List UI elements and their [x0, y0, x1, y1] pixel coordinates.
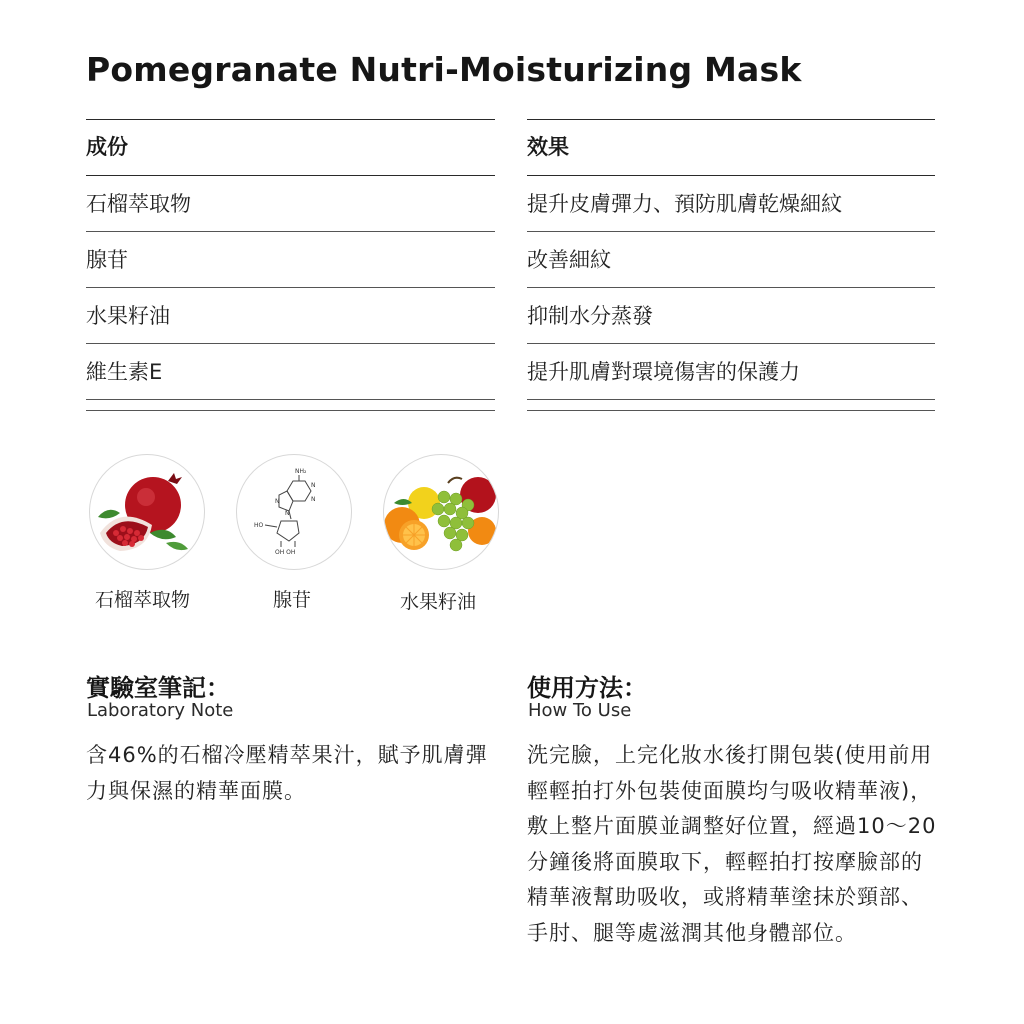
ingredient-row: 腺苷	[86, 232, 495, 288]
lab-note-text: 含46%的石榴冷壓精萃果汁，賦予肌膚彈力與保濕的精華面膜。	[86, 743, 488, 803]
nh2-label: NH₂	[295, 468, 307, 475]
lab-note-title: 實驗室筆記：	[86, 674, 230, 702]
adenosine-structure-icon	[236, 454, 352, 570]
adenosine-label: 腺苷	[273, 589, 312, 611]
ingredient-row: 水果籽油	[86, 288, 495, 344]
ingredients-table	[86, 119, 495, 411]
effect-row: 改善細紋	[527, 232, 935, 288]
pomegranate-icon	[89, 454, 205, 570]
ingredient-row: 維生素E	[86, 344, 495, 400]
ho-label: HO	[254, 522, 264, 529]
ohoh-label: OH OH	[275, 549, 296, 556]
n-label: N	[285, 510, 290, 517]
effects-table	[527, 119, 935, 411]
ingredients-heading: 成份	[86, 120, 495, 176]
effect-row: 提升肌膚對環境傷害的保護力	[527, 344, 935, 400]
n-label: N	[311, 496, 316, 503]
ingredient-row: 石榴萃取物	[86, 176, 495, 232]
fruits-icon	[383, 454, 499, 570]
table-end-rule	[527, 400, 935, 411]
lab-note-subtitle: Laboratory Note	[87, 700, 234, 721]
n-label: N	[311, 482, 316, 489]
fruit-seed-oil-label: 水果籽油	[400, 591, 477, 613]
page-title: Pomegranate Nutri-Moisturizing Mask	[86, 50, 802, 89]
effect-row: 提升皮膚彈力、預防肌膚乾燥細紋	[527, 176, 935, 232]
table-end-rule	[86, 400, 495, 411]
effect-row: 抑制水分蒸發	[527, 288, 935, 344]
how-to-use-title: 使用方法：	[527, 674, 647, 702]
effects-heading: 效果	[527, 120, 935, 176]
how-to-use-subtitle: How To Use	[528, 700, 632, 721]
how-to-use-text: 洗完臉，上完化妝水後打開包裝(使用前用輕輕拍打外包裝使面膜均勻吸收精華液)，敷上整片面膜並調整好位置，經過10～20分鐘後將面膜取下，輕輕拍打按摩臉部的精華液幫助吸收，或將精華塗抹於頸部、手肘、腿等處滋潤其他身體部位。	[527, 743, 937, 945]
n-label: N	[275, 498, 280, 505]
pomegranate-label: 石榴萃取物	[95, 589, 191, 611]
